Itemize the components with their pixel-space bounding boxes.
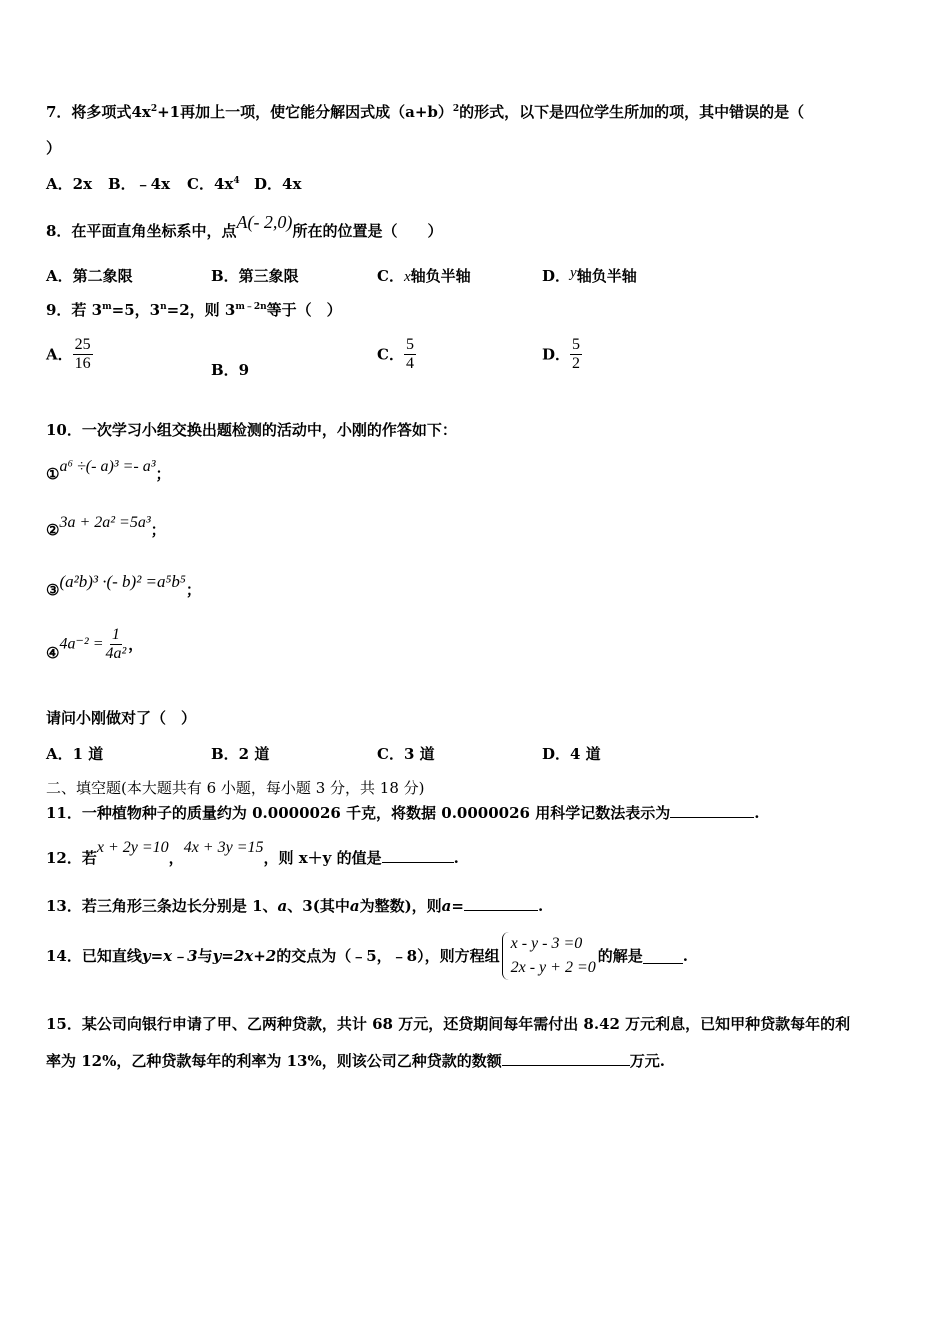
q8-stem [46,212,443,241]
q13-answer-blank[interactable] [464,896,538,911]
q8-option-b: B．第三象限 [211,267,299,285]
q12-answer-blank[interactable] [382,848,454,863]
q7-poly-exp: 2 [150,104,158,114]
q10-option-b: B．2 道 [211,745,270,763]
q12-stem: 12．若x + 2y =10，4x + 3y =15，则 x＋y 的值是 . [46,839,459,867]
q15-line-1: 15．某公司向银行申请了甲、乙两种贷款，共计 68 万元，还贷期间每年需付出 8.42 万元利息，已知甲种贷款每年的利 [46,1015,851,1033]
q14-stem: 14．已知直线 y=x﹣3 与 y=2x+2 的交点为（﹣5，﹣8），则方程组 x - y - 3 =0 2x - y + 2 =0 的解是 . [46,930,688,982]
q7-poly-tail: +1 [157,103,181,121]
q9-option-d-fraction: $\frac{5}{2}$ [572,336,581,372]
q8-text-a: 8．在平面直角坐标系中，点 [46,222,237,240]
q10-item-3: ③(a²b)³ ·(- b)² =a⁵b⁵； [46,572,201,599]
q7-close: ） [46,139,62,157]
q10-ask: 请问小刚做对了（ ） [46,709,197,727]
q10-item-2: ②3a + 2a² =5a³； [46,514,166,539]
q8-option-c: C．x轴负半轴 [377,267,471,285]
q15-answer-blank[interactable] [502,1051,630,1066]
q14-equation-system: x - y - 3 =0 2x - y + 2 =0 [502,932,596,980]
q10-item-4: ④4a⁻² = $\frac{1}{\text{4a²}}$ ， [46,626,144,662]
q9-stem: 9．若 $3^m=5$，$3^n=2$，则 $3^{m﹣2n}$等于（ ） [46,301,342,319]
q8-point: A(- 2,0) [236,212,293,232]
q7-option-b: B．﹣4x [108,175,171,193]
q10-item-4-fraction: $\frac{1}{\text{4a²}}$ [105,626,127,662]
q7-text-c: 的形式，以下是四位学生所加的项，其中错误的是（ [459,103,805,121]
q10-stem: 10．一次学习小组交换出题检测的活动中，小刚的作答如下： [46,421,457,439]
q9-option-b: B．9 [211,361,250,379]
q7-text-a: 7．将多项式 [46,103,132,121]
q9-option-c-fraction: $\frac{5}{4}$ [405,336,414,372]
q9-option-a: A． $\frac{25}{16}$ [46,336,91,372]
q8-text-b: 所在的位置是（ ） [292,222,443,240]
q7-option-d: D．4x [254,175,302,193]
q8-option-a: A．第二象限 [46,267,133,285]
q10-option-d: D．4 道 [542,745,601,763]
q10-option-c: C．3 道 [377,745,435,763]
q7-poly: 4x [131,103,151,121]
section-2-title: 二、填空题(本大题共有 6 小题，每小题 3 分，共 18 分) [46,779,425,797]
q7-stem [46,102,804,122]
q11-answer-blank[interactable] [670,803,754,818]
q14-answer-blank[interactable] [643,949,683,964]
q7-option-c: C．$4x^4$ [187,175,240,193]
q11-stem: 11．一种植物种子的质量约为 0.0000026 千克，将数据 0.0000026 用科学记数法表示为 . [46,804,760,822]
q15-line-2: 率为 12%，乙种贷款每年的利率为 13%，则该公司乙种贷款的数额 万元. [46,1052,665,1070]
q7-text-b: 再加上一项，使它能分解因式成（a+b） [180,103,453,121]
q9-option-c: C． $\frac{5}{4}$ [377,336,414,372]
q10-option-a: A．1 道 [46,745,104,763]
q9-option-d: D． $\frac{5}{2}$ [542,336,581,372]
q7-option-a: A．2x [46,175,93,193]
q13-stem: 13．若三角形三条边长分别是 1、a、3(其中a为整数)，则a= . [46,897,544,915]
q9-option-a-fraction: $\frac{25}{16}$ [74,336,91,372]
q10-item-1: ①a⁶ ÷(- a)³ =- a³； [46,458,171,483]
q7-square: 2 [452,104,460,114]
q8-option-d: D．y轴负半轴 [542,265,637,285]
